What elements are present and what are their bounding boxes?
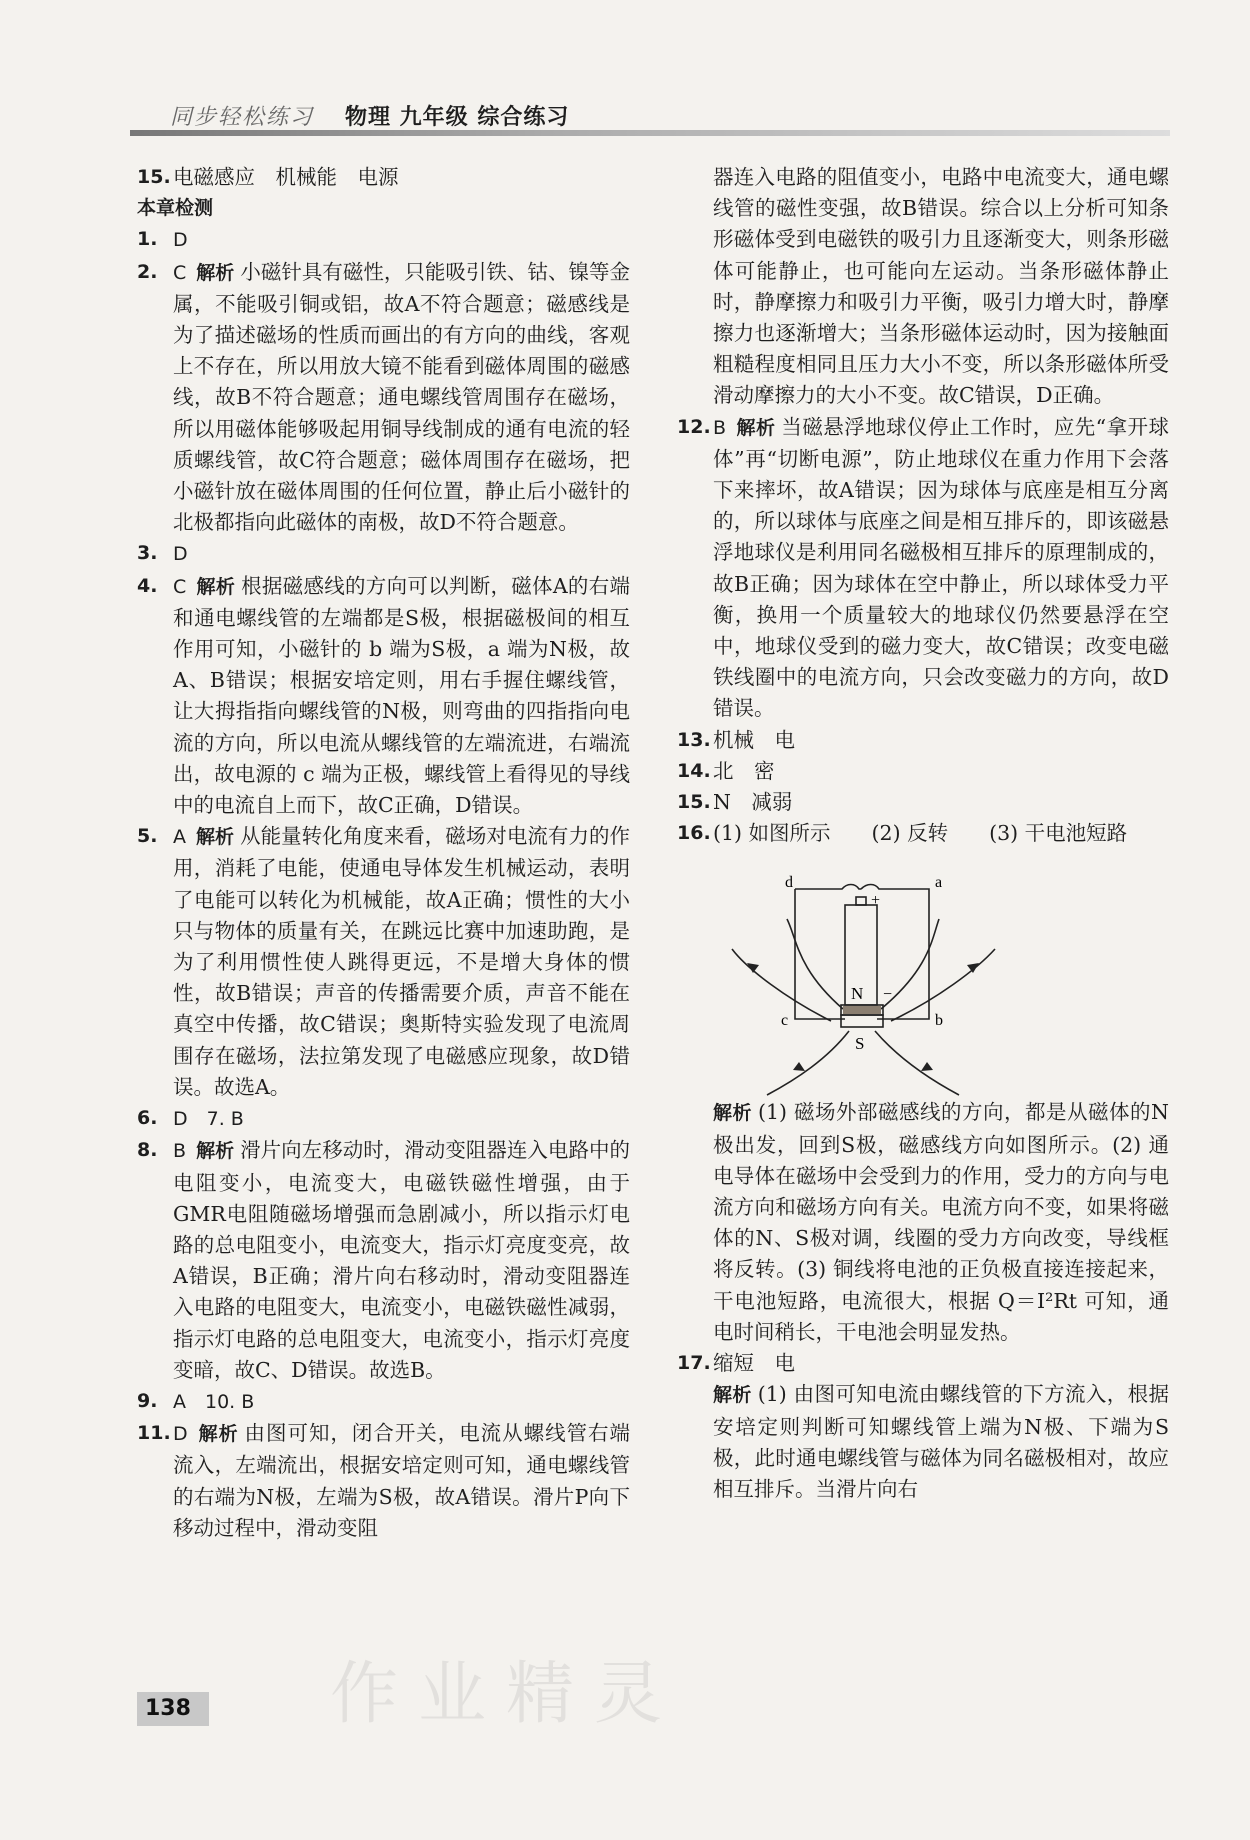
answer-choice: D — [173, 1423, 188, 1446]
answer-11 — [137, 1418, 630, 1544]
label-S: S — [855, 1034, 865, 1054]
answer-choice: C — [173, 575, 187, 598]
figure-svg — [677, 849, 1169, 1097]
analysis-label: 解析 — [196, 1140, 235, 1163]
analysis-text: 滑片向左移动时，滑动变阻器连入电路中的电阻变小，电流变大，电磁铁磁性增强，由于GMR电阻随磁场增强而急剧减小，所以指示灯电路的总电阻变小，电流变大，指示灯亮度变亮，故A错误，B正确；滑片向右移动时，滑动变阻器连入电路的电阻变大，电流变小，电磁铁磁性减弱，指示灯电路的总电阻变大，电流变小，指示灯亮度变暗，故C、D错误。故选B。 — [173, 1138, 630, 1382]
magnet-bottom — [841, 1015, 883, 1027]
item-number: 12. — [677, 415, 711, 438]
analysis-label: 解析 — [196, 261, 235, 284]
answer-2 — [137, 257, 630, 539]
label-minus: − — [883, 986, 893, 1004]
answer-8 — [137, 1135, 630, 1386]
label-plus: + — [871, 892, 881, 910]
item-number: 3. — [137, 542, 158, 565]
item-number: 2. — [137, 260, 158, 283]
item-number: 17. — [677, 1352, 711, 1375]
item-number: 13. — [677, 728, 711, 751]
analysis-text: 当磁悬浮地球仪停止工作时，应先“拿开球体”再“切断电源”，防止地球仪在重力作用下会落下来摔坏，故A错误；因为球体与底座是相互分离的，所以球体与底座之间是相互排斥的，即该磁悬浮地球仪是利用同名磁极相互排斥的原理制成的，故B正确；因为球体在空中静止，所以球体受力平衡，换用一个质量较大的地球仪仍然要悬浮在空中，地球仪受到的磁力变大，故C错误；改变电磁铁线圈中的电流方向，只会改变磁力的方向，故D错误。 — [713, 414, 1169, 721]
answer-15b — [677, 787, 1169, 818]
arrow-2 — [967, 963, 979, 973]
page-number: 138 — [137, 1692, 209, 1726]
answer-5 — [137, 821, 630, 1103]
battery-cap — [856, 897, 866, 905]
section-title: 本章检测 — [137, 197, 214, 220]
answer-12 — [677, 412, 1169, 725]
answer-4 — [137, 571, 630, 822]
label-c: c — [781, 1012, 789, 1030]
item-number: 9. — [137, 1389, 158, 1412]
answer-9-10 — [137, 1386, 630, 1418]
answer-14 — [677, 756, 1169, 787]
magnet-fill — [843, 1006, 881, 1014]
left-column — [137, 162, 630, 1544]
answer-text: 北 密 — [713, 758, 775, 783]
right-column — [677, 162, 1169, 1505]
answer-13 — [677, 725, 1169, 756]
answer-text: A 10. B — [173, 1390, 255, 1413]
answer-choice: D — [173, 229, 188, 252]
analysis-text: (1) 磁场外部磁感线的方向，都是从磁体的N极出发，回到S极，磁感线方向如图所示。(2) 通电导体在磁场中会受到力的作用，受力的方向与电流方向和磁场方向有关。电流方向不变，如果将磁体的N、S极对调，线圈的受力方向改变，导线框将反转。(3) 铜线将电池的正负极直接连接起来，干电池短路，电流很大，根据 Q＝I²Rt 可知，通电时间稍长，干电池会明显发热。 — [713, 1100, 1169, 1344]
item-number: 1. — [137, 228, 158, 251]
answer-choice: D — [173, 543, 188, 566]
answer-choice: C — [173, 261, 187, 284]
label-b: b — [935, 1012, 943, 1030]
analysis-text: 由图可知，闭合开关，电流从螺线管右端流入，左端流出，根据安培定则可知，通电螺线管的右端为N极，左端为S极，故A错误。滑片P向下移动过程中，滑动变阻 — [173, 1421, 630, 1540]
analysis-label: 解析 — [196, 826, 235, 849]
answer-text: (1) 如图所示 (2) 反转 (3) 干电池短路 — [713, 821, 1128, 846]
arrow-4 — [921, 1062, 933, 1071]
analysis-label: 解析 — [197, 1423, 239, 1446]
series-title: 同步轻松练习 — [170, 105, 315, 130]
answer-choice: B — [713, 416, 727, 439]
answer-1 — [137, 224, 630, 256]
answer-16 — [677, 818, 1169, 849]
answer-choice: A — [173, 826, 186, 849]
field-line-4 — [875, 1031, 959, 1095]
item-number: 8. — [137, 1139, 158, 1162]
magnetic-field-figure — [677, 849, 1169, 1097]
analysis-label: 解析 — [713, 1102, 752, 1125]
answer-15 — [137, 162, 630, 193]
analysis-label: 解析 — [736, 416, 776, 439]
item-number: 15. — [677, 791, 711, 814]
item-number: 11. — [137, 1422, 171, 1445]
item-number: 14. — [677, 759, 711, 782]
answer-3 — [137, 538, 630, 570]
answer-6-7 — [137, 1103, 630, 1135]
answer-text: D 7. B — [173, 1108, 244, 1131]
item-number: 4. — [137, 574, 158, 597]
answer-16-analysis — [677, 1097, 1169, 1348]
item-number: 15. — [137, 166, 171, 188]
answer-11-continued: 器连入电路的阻值变小，电路中电流变大，通电螺线管的磁性变强，故B错误。综合以上分析可知条形磁体受到电磁铁的吸引力且逐渐变大，则条形磁体可能静止，也可能向左运动。当条形磁体静止时，静摩擦力和吸引力平衡，吸引力增大时，静摩擦力也逐渐增大；当条形磁体运动时，因为接触面粗糙程度相同且压力大小不变，所以条形磁体所受滑动摩擦力的大小不变。故C错误，D正确。 — [713, 165, 1169, 408]
field-line-1 — [732, 949, 831, 1021]
field-line-3 — [767, 1031, 849, 1095]
item-number: 16. — [677, 822, 711, 845]
subject-title: 物理 九年级 综合练习 — [345, 105, 570, 130]
answer-text: N 减弱 — [713, 790, 793, 815]
analysis-text: 小磁针具有磁性，只能吸引铁、钴、镍等金属，不能吸引铜或铝，故A不符合题意；磁感线是为了描述磁场的性质而画出的有方向的曲线，客观上不存在，所以用放大镜不能看到磁体周围的磁感线，故B不符合题意；通电螺线管周围存在磁场，所以用磁体能够吸起用铜导线制成的通有电流的轻质螺线管，故C符合题意；磁体周围存在磁场，把小磁针放在磁体周围的任何位置，静止后小磁针的北极都指向此磁体的南极，故D不符合题意。 — [173, 259, 630, 535]
analysis-text: 从能量转化角度来看，磁场对电流有力的作用，消耗了电能，使通电导体发生机械运动，表明了电能可以转化为机械能，故A正确；惯性的大小只与物体的质量有关，在跳远比赛中加速助跑，是为了利用惯性使人跳得更远，不是增大身体的惯性，故B错误；声音的传播需要介质，声音不能在真空中传播，故C错误；奥斯特实验发现了电流周围存在磁场，法拉第发现了电磁感应现象，故D错误。故选A。 — [173, 824, 630, 1099]
label-a: a — [935, 874, 943, 892]
answer-text: 缩短 电 — [713, 1351, 795, 1376]
item-number: 6. — [137, 1107, 158, 1130]
analysis-text: 根据磁感线的方向可以判断，磁体A的右端和通电螺线管的左端都是S极，根据磁极间的相互作用可知，小磁针的 b 端为S极，a 端为N极，故A、B错误；根据安培定则，用右手握住螺线管，让大拇指指向螺线管的N极，则弯曲的四指指向电流的方向，所以电流从螺线管的左端流进，右端流出，故电源的 c 端为正极，螺线管上看得见的导线中的电流自上而下，故C正确，D错误。 — [173, 573, 630, 818]
watermark: 作业精灵 — [330, 1655, 683, 1734]
page-header — [130, 96, 1170, 140]
answer-17 — [677, 1348, 1169, 1379]
answer-text: 机械 电 — [713, 727, 795, 752]
answer-text: 电磁感应 机械能 电源 — [173, 165, 399, 189]
arrow-3 — [793, 1062, 805, 1071]
label-N: N — [851, 984, 864, 1004]
answer-choice: B — [173, 1140, 187, 1163]
item-number: 5. — [137, 825, 158, 848]
analysis-text: (1) 由图可知电流由螺线管的下方流入，根据安培定则判断可知螺线管上端为N极、下端为S极，此时通电螺线管与磁体为同名磁极相对，故应相互排斥。当滑片向右 — [713, 1382, 1169, 1501]
answer-17-analysis — [677, 1379, 1169, 1505]
analysis-label: 解析 — [713, 1384, 752, 1407]
arrow-1 — [747, 963, 759, 973]
analysis-label: 解析 — [196, 575, 236, 598]
label-d: d — [785, 874, 793, 892]
